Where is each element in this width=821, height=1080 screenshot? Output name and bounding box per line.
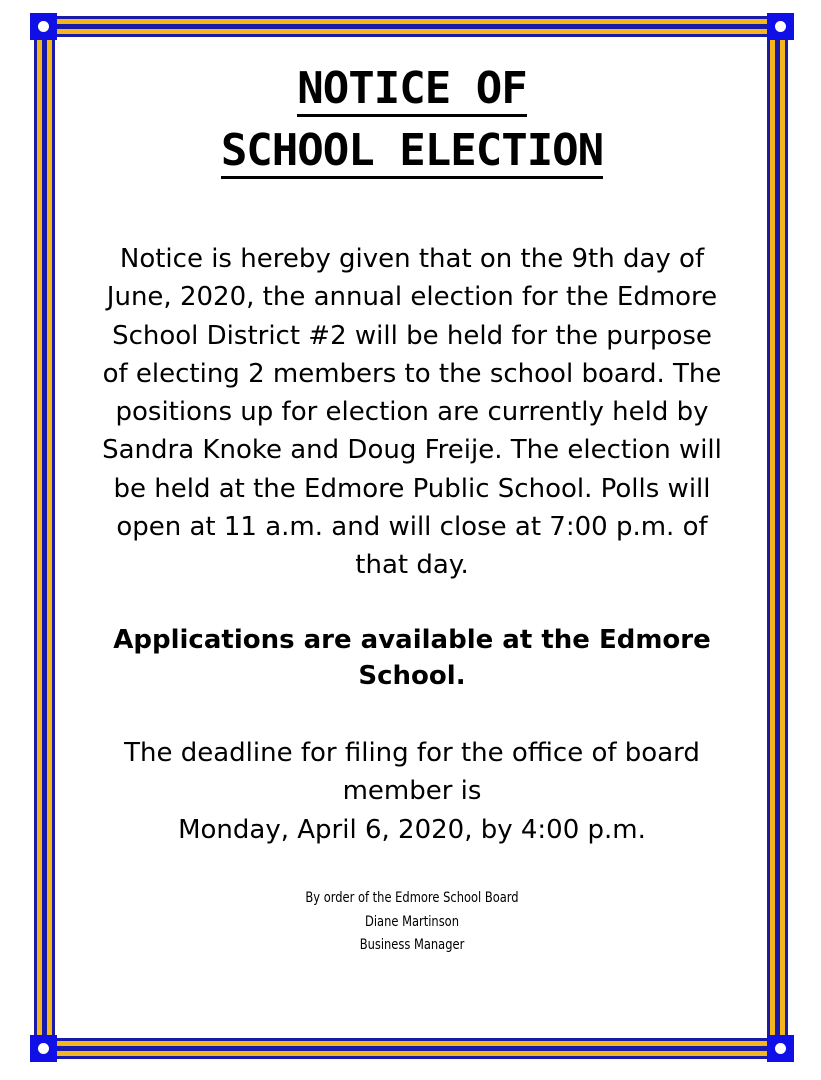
notice-title-line1: NOTICE OF: [60, 60, 764, 118]
notice-title-line2: SCHOOL ELECTION: [60, 122, 764, 180]
corner-top-right: [767, 13, 794, 40]
deadline-date: Monday, April 6, 2020, by 4:00 p.m.: [178, 814, 646, 845]
signature-authority: By order of the Edmore School Board: [305, 890, 519, 906]
corner-top-left: [30, 13, 57, 40]
corner-bottom-left: [30, 1035, 57, 1062]
deadline-notice: [100, 734, 724, 849]
signature-block: [238, 887, 586, 958]
applications-notice: Applications are available at the Edmore School.: [113, 625, 711, 691]
notice-paragraph: Notice is hereby given that on the 9th day of June, 2020, the annual election for the Edmore School District #2 will be held for the purpose of electing 2 members to the school board. The positions up for election are currently held by Sandra Knoke and Doug Freije. The election will be held at the Edmore Public School. Polls will open at 11 a.m. and will close at 7:00 p.m. of that day.: [102, 244, 722, 581]
border-bottom: [34, 1038, 788, 1059]
border-left: [34, 16, 55, 1059]
corner-bottom-right: [767, 1035, 794, 1062]
deadline-text: The deadline for filing for the office of board member is: [124, 738, 700, 807]
signature-name: Diane Martinson: [365, 913, 459, 930]
border-right: [767, 16, 788, 1059]
signature-title: Business Manager: [359, 937, 465, 953]
border-top: [34, 16, 788, 37]
